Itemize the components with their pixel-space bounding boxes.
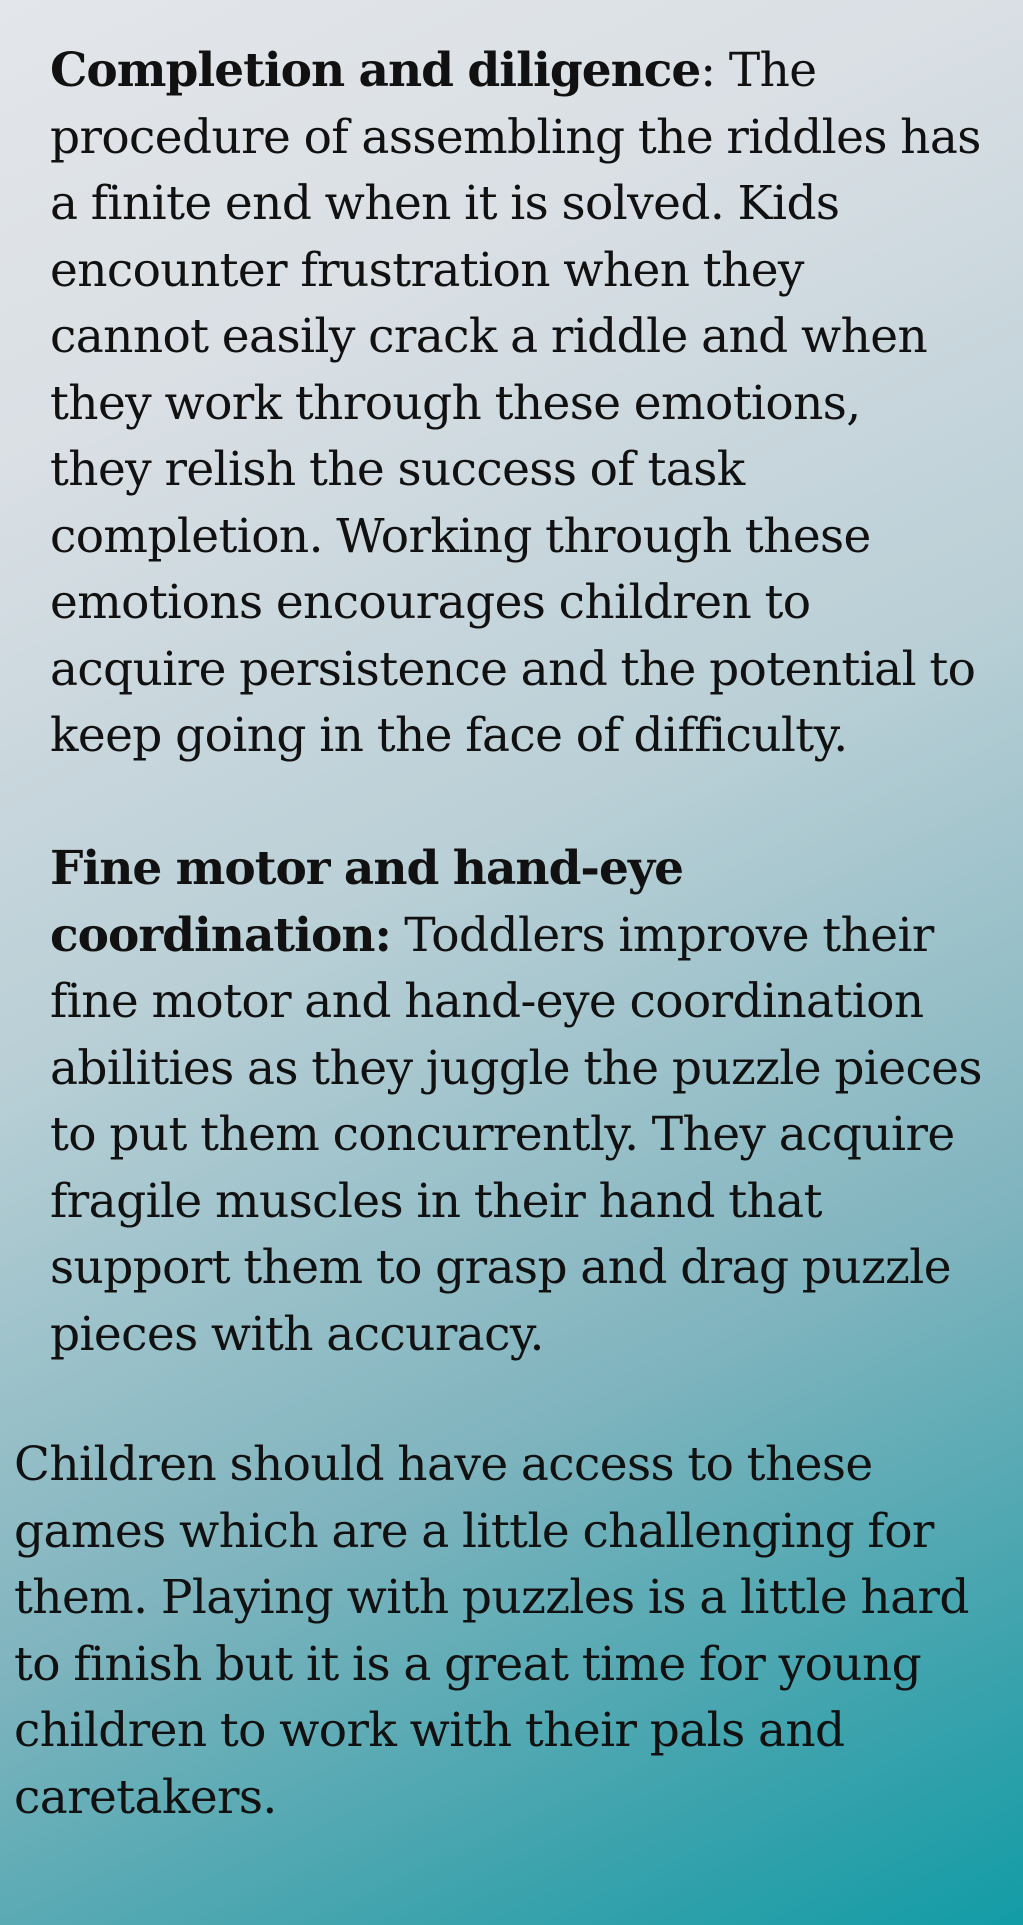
paragraph-line: caretakers. — [14, 1769, 277, 1825]
paragraph-line: them. Playing with puzzles is a little hard — [14, 1570, 969, 1625]
conclusion-paragraph — [14, 1432, 969, 1831]
paragraph-line: children to work with their pals and — [14, 1703, 845, 1758]
paragraph-line: to finish but it is a great time for young — [14, 1636, 922, 1692]
paragraph-line: a finite end when it is solved. Kids — [50, 176, 840, 231]
paragraph-line — [50, 38, 980, 105]
paragraph-line: support them to grasp and drag puzzle — [50, 1240, 951, 1295]
paragraph-line: encounter frustration when they — [50, 242, 804, 298]
paragraph-line: games which are a little challenging for — [14, 1503, 934, 1559]
completion-heading: Completion and diligence — [50, 43, 701, 98]
paragraph-line: fragile muscles in their hand that — [50, 1173, 822, 1229]
paragraph-line: pieces with accuracy. — [50, 1306, 544, 1362]
heading-colon: : — [700, 43, 716, 98]
paragraph-line: Children should have access to these — [14, 1437, 873, 1492]
paragraph-line: they work through these emotions, — [50, 375, 861, 431]
paragraph-line — [50, 903, 980, 970]
paragraph-line: completion. Working through these — [50, 508, 871, 564]
paragraph-line: they relish the success of task — [50, 442, 745, 497]
fine-motor-paragraph — [50, 836, 980, 1368]
paragraph-text: The — [715, 43, 817, 98]
paragraph-line: fine motor and hand-eye coordination — [50, 974, 924, 1029]
paragraph-line: acquire persistence and the potential to — [50, 641, 976, 697]
paragraph-line: emotions encourages children to — [50, 575, 811, 630]
completion-paragraph — [50, 38, 980, 770]
paragraph-line: keep going in the face of difficulty. — [50, 708, 848, 763]
paragraph-line: cannot easily crack a riddle and when — [50, 309, 928, 364]
paragraph-line: to put them concurrently. They acquire — [50, 1107, 955, 1162]
paragraph-line: abilities as they juggle the puzzle pieces — [50, 1040, 982, 1096]
paragraph-text: Toddlers improve their — [390, 907, 934, 963]
paragraph-line: procedure of assembling the riddles has — [50, 109, 981, 165]
fine-motor-heading-continued: coordination: — [50, 907, 391, 963]
fine-motor-heading: Fine motor and hand-eye — [50, 841, 684, 896]
